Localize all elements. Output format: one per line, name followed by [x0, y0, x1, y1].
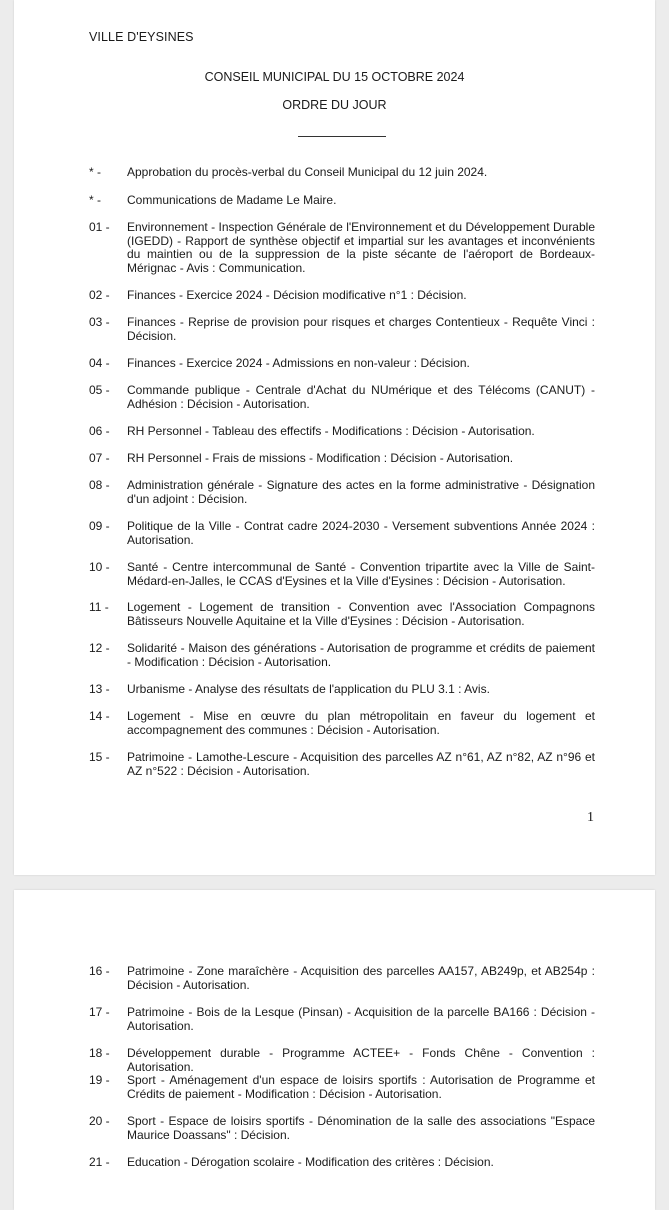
agenda-item-number: 21 -: [89, 1155, 110, 1169]
agenda-item: [89, 601, 595, 628]
agenda-item-text: Patrimoine - Zone maraîchère - Acquisition des parcelles AA157, AB249p, et AB254p : Décision - Autorisation.: [127, 964, 595, 992]
agenda-item-text: RH Personnel - Tableau des effectifs - Modifications : Décision - Autorisation.: [127, 424, 535, 438]
agenda-item: [89, 194, 595, 208]
agenda-item-number: 20 -: [89, 1114, 110, 1128]
agenda-item-text: Communications de Madame Le Maire.: [127, 193, 337, 207]
agenda-item: [89, 1115, 595, 1142]
document-page-2: [14, 890, 655, 1210]
agenda-item-number: 06 -: [89, 424, 110, 438]
agenda-item-text: Commande publique - Centrale d'Achat du NUmérique et des Télécoms (CANUT) - Adhésion : Décision - Autorisation.: [127, 383, 595, 411]
agenda-item-text: Finances - Exercice 2024 - Admissions en non-valeur : Décision.: [127, 356, 470, 370]
agenda-item-number: 04 -: [89, 356, 110, 370]
agenda-item-number: 01 -: [89, 220, 110, 234]
title-separator-line: [298, 136, 386, 137]
agenda-item-number: 03 -: [89, 315, 110, 329]
agenda-item: [89, 166, 595, 180]
agenda-item-text: Santé - Centre intercommunal de Santé - Convention tripartite avec la Ville de Saint-Médard-en-Jalles, le CCAS d'Eysines et la Ville d'Eysines : Décision - Autorisation.: [127, 560, 595, 588]
agenda-item: [89, 1074, 595, 1101]
agenda-item: [89, 751, 595, 778]
document-title: CONSEIL MUNICIPAL DU 15 OCTOBRE 2024: [204, 70, 465, 84]
agenda-item: [89, 221, 595, 275]
agenda-item-text: Environnement - Inspection Générale de l'Environnement et du Développement Durable (IGEDD) - Rapport de synthèse objectif et impartial sur les avantages et inconvénients du maintien ou de la suppression de la piste sécante de l'aéroport de Bordeaux-Mérignac - Avis : Communication.: [127, 220, 595, 275]
agenda-item: [89, 452, 595, 466]
agenda-item-text: Administration générale - Signature des actes en la forme administrative - Désignation d'un adjoint : Décision.: [127, 478, 595, 506]
document-subtitle: ORDRE DU JOUR: [282, 98, 387, 112]
agenda-item-number: * -: [89, 193, 101, 207]
agenda-item-number: 14 -: [89, 709, 110, 723]
agenda-item: [89, 479, 595, 506]
agenda-item: [89, 316, 595, 343]
agenda-item-text: Solidarité - Maison des générations - Autorisation de programme et crédits de paiement - Modification : Décision - Autorisation.: [127, 641, 595, 669]
agenda-item-text: Urbanisme - Analyse des résultats de l'application du PLU 3.1 : Avis.: [127, 682, 490, 696]
agenda-item-text: Développement durable - Programme ACTEE+ - Fonds Chêne - Convention : Autorisation.: [127, 1046, 595, 1074]
agenda-item: [89, 425, 595, 439]
page-number: 1: [587, 810, 594, 825]
agenda-item-text: Finances - Exercice 2024 - Décision modificative n°1 : Décision.: [127, 288, 467, 302]
agenda-item: [89, 289, 595, 303]
agenda-item-number: 17 -: [89, 1005, 110, 1019]
agenda-item-number: * -: [89, 165, 101, 179]
agenda-item: [89, 561, 595, 588]
agenda-item: [89, 1006, 595, 1033]
agenda-item-number: 09 -: [89, 519, 110, 533]
agenda-item-number: 12 -: [89, 641, 110, 655]
agenda-item-number: 08 -: [89, 478, 110, 492]
agenda-item: [89, 642, 595, 669]
agenda-item-number: 13 -: [89, 682, 110, 696]
agenda-item-text: Finances - Reprise de provision pour risques et charges Contentieux - Requête Vinci : Décision.: [127, 315, 595, 343]
agenda-item-number: 02 -: [89, 288, 110, 302]
agenda-item: [89, 1047, 595, 1074]
agenda-item-text: Patrimoine - Lamothe-Lescure - Acquisition des parcelles AZ n°61, AZ n°82, AZ n°96 et AZ n°522 : Décision - Autorisation.: [127, 750, 595, 778]
agenda-item: [89, 520, 595, 547]
agenda-item-number: 11 -: [89, 600, 109, 614]
agenda-item-text: Sport - Espace de loisirs sportifs - Dénomination de la salle des associations "Espace Maurice Doassans" : Décision.: [127, 1114, 595, 1142]
agenda-item-text: RH Personnel - Frais de missions - Modification : Décision - Autorisation.: [127, 451, 514, 465]
agenda-item-number: 05 -: [89, 383, 110, 397]
agenda-item-number: 10 -: [89, 560, 110, 574]
agenda-item: [89, 384, 595, 411]
agenda-item-text: Politique de la Ville - Contrat cadre 2024-2030 - Versement subventions Année 2024 : Autorisation.: [127, 519, 595, 547]
agenda-item-number: 15 -: [89, 750, 110, 764]
agenda-item-text: Approbation du procès-verbal du Conseil Municipal du 12 juin 2024.: [127, 165, 488, 179]
agenda-item: [89, 357, 595, 371]
agenda-item-text: Education - Dérogation scolaire - Modification des critères : Décision.: [127, 1155, 494, 1169]
agenda-item: [89, 1156, 595, 1170]
agenda-item: [89, 710, 595, 737]
agenda-item: [89, 683, 595, 697]
town-name: VILLE D'EYSINES: [89, 30, 194, 44]
agenda-item-number: 16 -: [89, 964, 110, 978]
agenda-item-number: 07 -: [89, 451, 110, 465]
agenda-item-number: 19 -: [89, 1073, 110, 1087]
agenda-item-text: Sport - Aménagement d'un espace de loisirs sportifs : Autorisation de Programme et Crédits de paiement - Modification : Décision - Autorisation.: [127, 1073, 595, 1101]
agenda-item: [89, 965, 595, 992]
agenda-item-number: 18 -: [89, 1046, 110, 1060]
document-page-1: [14, 0, 655, 875]
agenda-item-text: Patrimoine - Bois de la Lesque (Pinsan) - Acquisition de la parcelle BA166 : Décision - Autorisation.: [127, 1005, 595, 1033]
agenda-item-text: Logement - Mise en œuvre du plan métropolitain en faveur du logement et accompagnement des communes : Décision - Autorisation.: [127, 709, 595, 737]
agenda-item-text: Logement - Logement de transition - Convention avec l'Association Compagnons Bâtisseurs Nouvelle Aquitaine et la Ville d'Eysines : Décision - Autorisation.: [127, 600, 595, 628]
